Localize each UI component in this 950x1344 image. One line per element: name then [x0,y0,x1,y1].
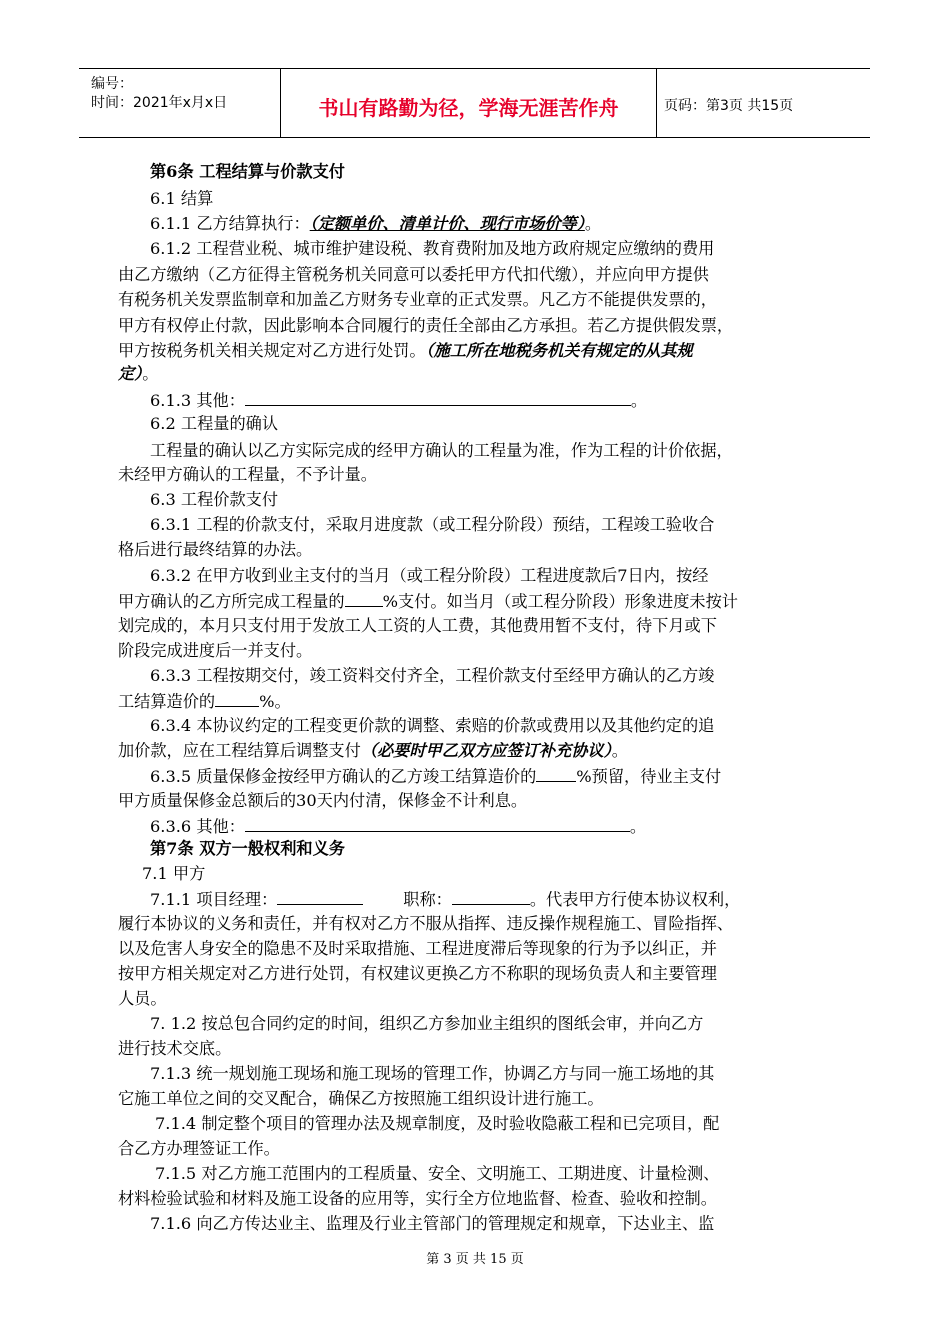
clause-7-1-1-line-4: 按甲方相关规定对乙方进行处罚，有权建议更换乙方不称职的现场负责人和主要管理 [118,964,717,983]
header-page-cell [656,69,870,137]
clause-6-3-5-line-1 [150,766,721,787]
clause-7-1-6-line-1: 7.1.6 向乙方传达业主、监理及行业主管部门的管理规定和规章，下达业主、监 [150,1214,715,1233]
clause-6-3-6 [150,816,646,837]
clause-6-1-3 [150,390,647,411]
header-table [79,68,870,138]
clause-6-3-2-text-cont: %支付。如当月（或工程分阶段）形象进度未按计 [382,592,738,611]
progress-percent-blank [345,591,383,607]
clause-6-1-2-text: 甲方按税务机关相关规定对乙方进行处罚。 [118,341,426,360]
section-6-2-line-2: 未经甲方确认的工程量，不予计量。 [118,465,377,484]
clause-6-1-1 [150,214,601,234]
other-blank-field [245,390,631,406]
clause-6-3-2-line-2 [118,591,738,612]
clause-6-3-5-text-cont: %预留，待业主支付 [576,767,722,786]
clause-6-1-1-text: 6.1.1 乙方结算执行： [150,214,310,233]
page-footer: 第 3 页 共 15 页 [426,1252,524,1267]
clause-7-1-3-line-2: 它施工单位之间的交叉配合，确保乙方按照施工组织设计进行施工。 [118,1089,604,1108]
clause-6-3-1-line-2: 格后进行最终结算的办法。 [118,540,313,559]
clause-6-3-4-end: 。 [611,741,628,760]
clause-7-1-5-line-1: 7.1.5 对乙方施工范围内的工程质量、安全、文明施工、工期进度、计量检测、 [155,1164,720,1183]
clause-6-3-2-text: 甲方确认的乙方所完成工程量的 [118,592,345,611]
clause-6-1-3-end: 。 [630,391,648,410]
article-7-title: 第7条 双方一般权利和义务 [150,839,345,858]
clause-6-1-2-note: （施工所在地税务机关有规定的从其规 [425,341,693,360]
clause-6-3-4-line-2 [118,741,628,761]
clause-6-3-1-line-1: 6.3.1 工程的价款支付，采取月进度款（或工程分阶段）预结，工程竣工验收合 [150,515,715,534]
clause-7-1-3-line-1: 7.1.3 统一规划施工现场和施工现场的管理工作，协调乙方与同一施工场地的其 [150,1064,715,1083]
clause-6-3-4-text: 加价款，应在工程结算后调整支付 [118,741,361,760]
final-percent-blank [215,691,259,707]
clause-6-3-5-line-2: 甲方质量保修金总额后的30天内付清，保修金不计利息。 [118,791,528,810]
clause-6-3-2-line-1: 6.3.2 在甲方收到业主支付的当月（或工程分阶段）工程进度款后7日内，按经 [150,566,709,585]
header-page-label: 页码：第3页 共15页 [664,98,794,114]
clause-7-1-2-line-1: 7. 1.2 按总包合同约定的时间，组织乙方参加业主组织的图纸会审，并向乙方 [150,1014,704,1033]
clause-6-1-1-end: 。 [584,214,602,233]
clause-6-1-2-line-1: 6.1.2 工程营业税、城市维护建设税、教育费附加及地方政府规定应缴纳的费用 [150,239,715,258]
clause-6-1-2-line-2: 由乙方缴纳（乙方征得主管税务机关同意可以委托甲方代扣代缴），并应向甲方提供 [118,265,709,284]
document-time-label: 时间：2021年x月x日 [91,95,228,111]
title-blank [452,889,530,905]
project-manager-label: 7.1.1 项目经理： [150,890,278,909]
header-motto: 书山有路勤为径，学海无涯苦作舟 [318,96,619,120]
clause-7-1-1-line-2: 履行本协议的义务和责任，并有权对乙方不服从指挥、违反操作规程施工、冒险指挥、 [118,914,734,933]
other-blank-field-2 [245,816,630,832]
clause-7-1-1-text: 。代表甲方行使本协议权利， [529,890,741,909]
settlement-basis-field: （定额单价、清单计价、现行市场价等） [309,214,585,233]
header-meta-cell [79,69,279,137]
clause-6-3-2-line-3: 划完成的，本月只支付用于发放工人工资的人工费，其他费用暂不支付，待下月或下 [118,616,717,635]
retention-percent-blank [536,766,576,782]
clause-6-1-3-text: 6.1.3 其他： [150,391,245,410]
clause-6-3-2-line-4: 阶段完成进度后一并支付。 [118,641,313,660]
clause-6-1-2-end: 。 [142,364,159,383]
clause-7-1-4-line-1: 7.1.4 制定整个项目的管理办法及规章制度，及时验收隐蔽工程和已完项目，配 [155,1114,720,1133]
title-label: 职称： [403,890,452,909]
clause-6-1-2-line-6 [118,364,158,384]
section-6-3-heading: 6.3 工程价款支付 [150,490,279,509]
clause-6-3-6-end: 。 [629,817,647,836]
section-6-2-line-1: 工程量的确认以乙方实际完成的经甲方确认的工程量为准，作为工程的计价依据， [150,441,733,460]
clause-6-1-2-note-end: 定） [118,364,143,383]
project-manager-blank [277,889,363,905]
header-motto-cell [280,69,657,137]
clause-7-1-2-line-2: 进行技术交底。 [118,1039,232,1058]
clause-6-3-3-text: 工结算造价的 [118,692,216,711]
section-6-2-heading: 6.2 工程量的确认 [150,414,279,433]
document-number-label: 编号： [91,76,133,92]
clause-7-1-1-line-1 [150,889,740,910]
clause-6-3-4-line-1: 6.3.4 本协议约定的工程变更价款的调整、索赔的价款或费用以及其他约定的追 [150,716,715,735]
clause-7-1-1-line-3: 以及危害人身安全的隐患不及时采取措施、工程进度滞后等现象的行为予以纠正，并 [118,939,717,958]
section-7-1-heading: 7.1 甲方 [142,864,206,883]
clause-6-3-6-text: 6.3.6 其他： [150,817,245,836]
article-6-title: 第6条 工程结算与价款支付 [150,162,345,181]
clause-6-3-5-text: 6.3.5 质量保修金按经甲方确认的乙方竣工结算造价的 [150,767,537,786]
clause-7-1-1-line-5: 人员。 [118,989,167,1008]
section-6-1-heading: 6.1 结算 [150,189,214,208]
clause-6-3-3-line-1: 6.3.3 工程按期交付，竣工资料交付齐全，工程价款支付至经甲方确认的乙方竣 [150,666,715,685]
clause-7-1-4-line-2: 合乙方办理签证工作。 [118,1139,280,1158]
clause-6-3-3-end: %。 [259,692,291,711]
clause-6-3-3-line-2 [118,691,291,712]
clause-7-1-5-line-2: 材料检验试验和材料及施工设备的应用等，实行全方位地监督、检查、验收和控制。 [118,1189,717,1208]
clause-6-1-2-line-4: 甲方有权停止付款，因此影响本合同履行的责任全部由乙方承担。若乙方提供假发票， [118,316,734,335]
clause-6-1-2-line-5 [118,341,693,361]
clause-6-1-2-line-3: 有税务机关发票监制章和加盖乙方财务专业章的正式发票。凡乙方不能提供发票的， [118,290,717,309]
clause-6-3-4-note: （必要时甲乙双方应签订补充协议） [360,741,612,760]
